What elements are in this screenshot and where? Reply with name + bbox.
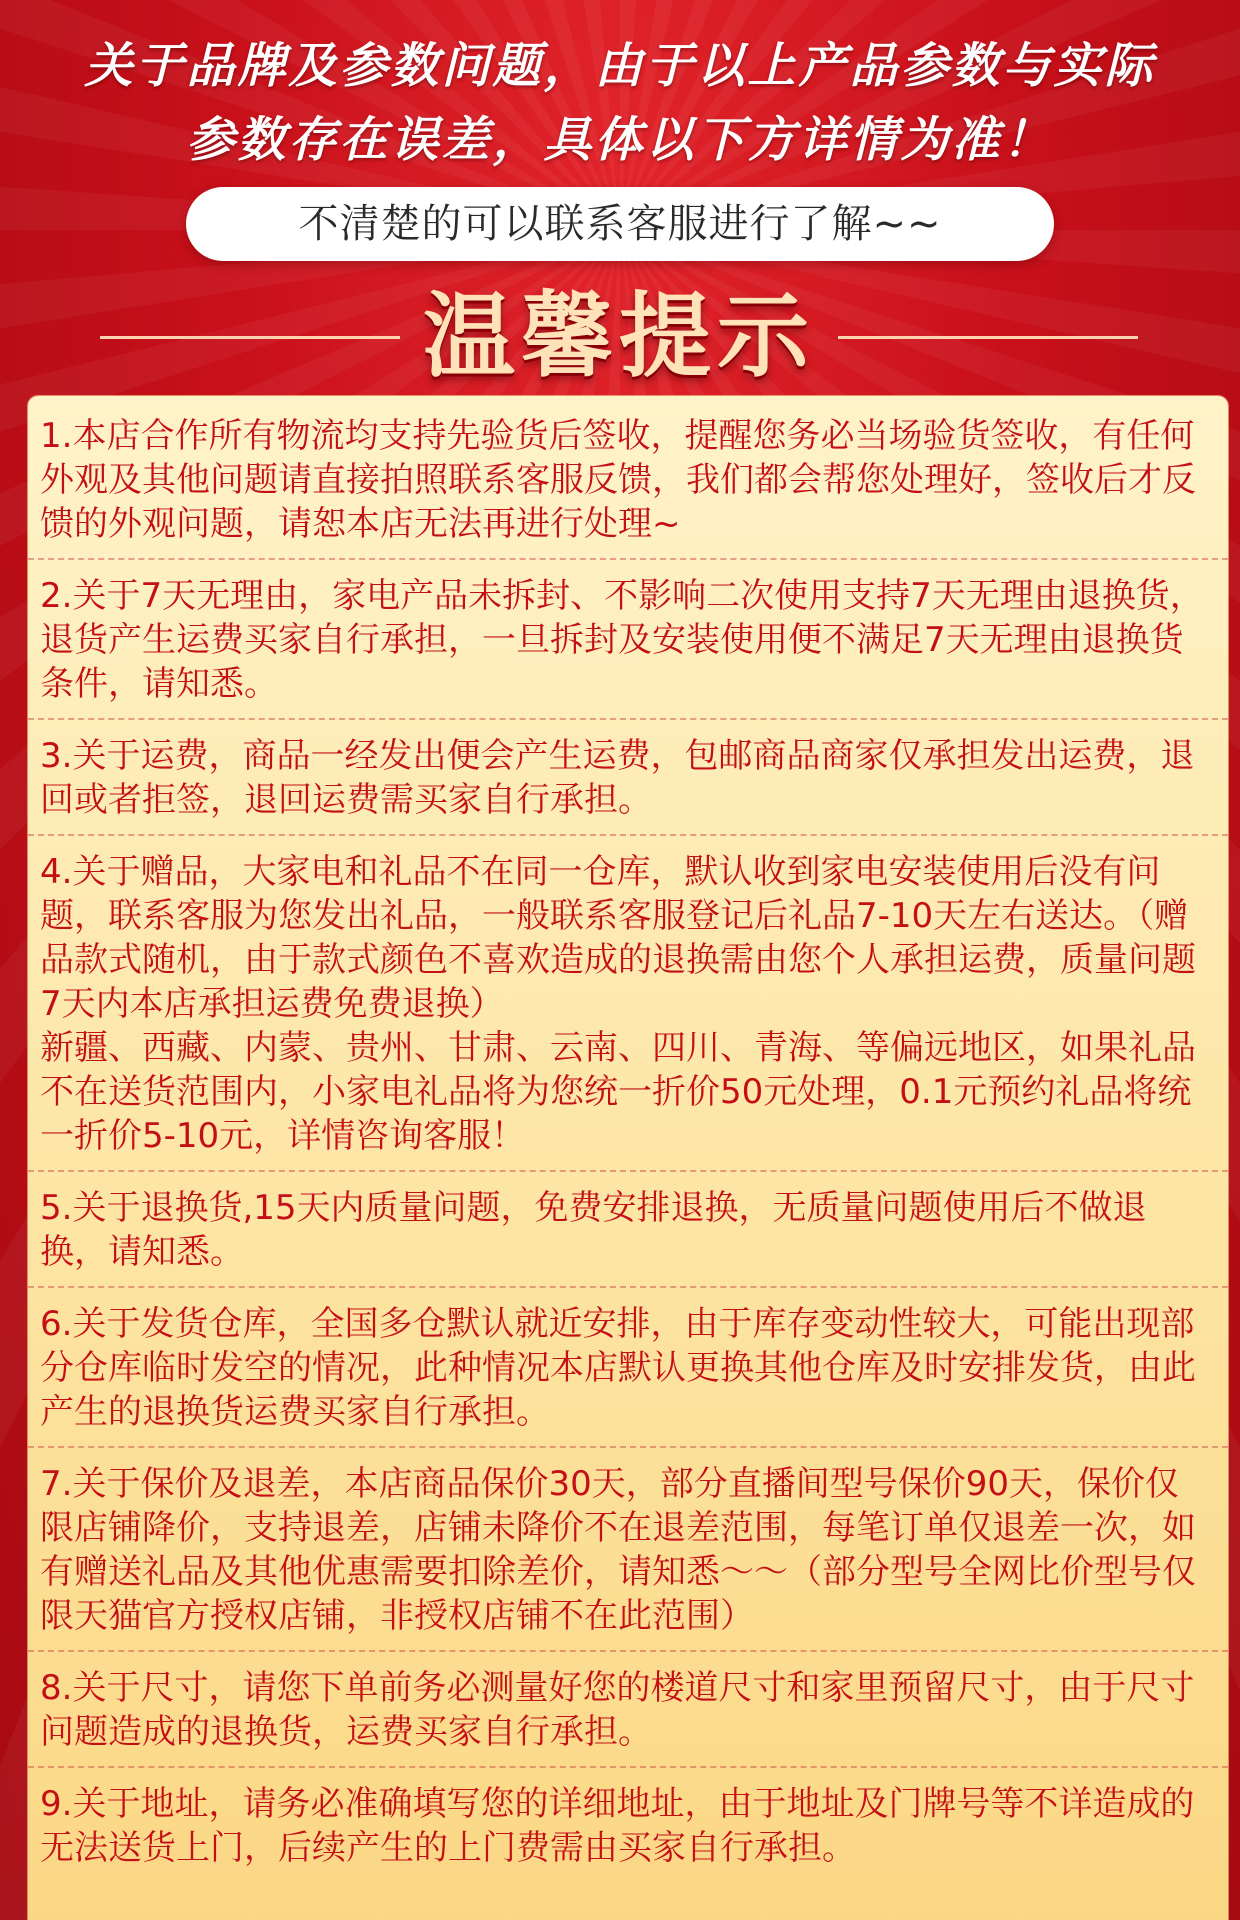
notes-list (28, 414, 1228, 1882)
divider-left (100, 336, 400, 339)
divider-right (838, 336, 1138, 339)
note-text: 1.本店合作所有物流均支持先验货后签收，提醒您务必当场验货签收，有任何外观及其他问题请直接拍照联系客服反馈，我们都会帮您处理好，签收后才反馈的外观问题，请恕本店无法再进行处理~ (40, 416, 1196, 544)
note-text: 5.关于退换货,15天内质量问题，免费安排退换，无质量问题使用后不做退换，请知悉。 (40, 1188, 1147, 1272)
note-text: 9.关于地址，请务必准确填写您的详细地址，由于地址及门牌号等不详造成的无法送货上门，后续产生的上门费需由买家自行承担。 (40, 1784, 1195, 1868)
note-text: 7.关于保价及退差，本店商品保价30天，部分直播间型号保价90天，保价仅限店铺降价，支持退差，店铺未降价不在退差范围，每笔订单仅退差一次，如有赠送礼品及其他优惠需要扣除差价，请知悉～～（部分型号全网比价型号仅限天猫官方授权店铺，非授权店铺不在此范围） (40, 1464, 1196, 1636)
note-text: 2.关于7天无理由，家电产品未拆封、不影响二次使用支持7天无理由退换货，退货产生运费买家自行承担，一旦拆封及安装使用便不满足7天无理由退换货条件，请知悉。 (40, 576, 1204, 704)
note-item (28, 414, 1228, 560)
note-text: 3.关于运费，商品一经发出便会产生运费，包邮商品商家仅承担发出运费，退回或者拒签，退回运费需买家自行承担。 (40, 736, 1195, 820)
note-item (28, 720, 1228, 836)
note-item (28, 1172, 1228, 1288)
note-text: 8.关于尺寸，请您下单前务必测量好您的楼道尺寸和家里预留尺寸，由于尺寸问题造成的退换货，运费买家自行承担。 (40, 1668, 1195, 1752)
tip-heading (0, 282, 1240, 392)
headline-line-1: 关于品牌及参数问题，由于以上产品参数与实际 (84, 38, 1156, 94)
note-item (28, 1448, 1228, 1652)
note-item (28, 1652, 1228, 1768)
note-item (28, 836, 1228, 1172)
contact-service-pill: 不清楚的可以联系客服进行了解~~ (186, 187, 1054, 261)
note-text: 4.关于赠品，大家电和礼品不在同一仓库，默认收到家电安装使用后没有问题，联系客服为您发出礼品，一般联系客服登记后礼品7-10天左右送达。（赠品款式随机，由于款式颜色不喜欢造成的退换需由您个人承担运费，质量问题7天内本店承担运费免费退换） 新疆、西藏、内蒙、贵州、甘肃、云南、四川、青海、等偏远地区，如果礼品不在送货范围内，小家电礼品将为您统一折价50元处理，0.1元预约礼品将统一折价5-10元，详情咨询客服！ (40, 852, 1196, 1156)
note-item (28, 560, 1228, 720)
tip-title: 温馨提示 (422, 283, 815, 390)
headline-line-2: 参数存在误差，具体以下方详情为准！ (186, 112, 1054, 168)
note-item (28, 1768, 1228, 1882)
note-item (28, 1288, 1228, 1448)
notes-panel (28, 396, 1228, 1920)
note-text: 6.关于发货仓库，全国多仓默认就近安排，由于库存变动性较大，可能出现部分仓库临时发空的情况，此种情况本店默认更换其他仓库及时安排发货，由此产生的退换货运费买家自行承担。 (40, 1304, 1196, 1432)
